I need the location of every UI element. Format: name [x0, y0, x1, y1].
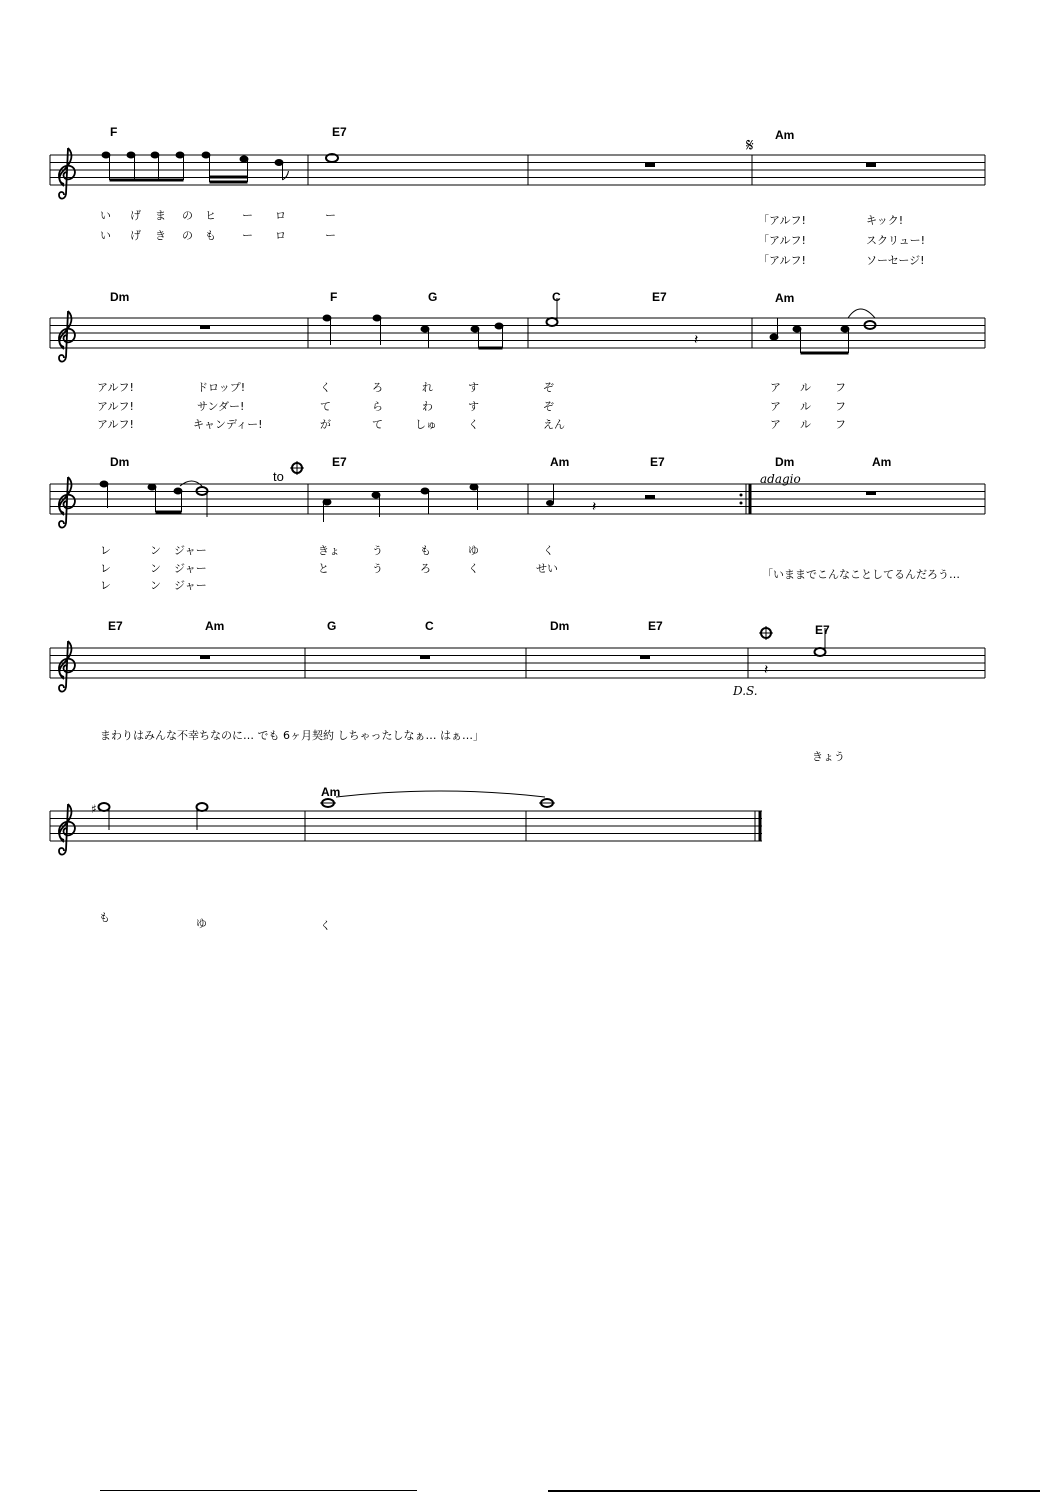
quarter-rest-icon: 𝄽	[764, 662, 769, 678]
lyric-syllable: アルフ!	[97, 418, 134, 431]
staff-lines	[50, 648, 985, 678]
notes-m2	[323, 315, 503, 348]
side-lyric: ソーセージ!	[866, 254, 925, 267]
lyric-syllable: レ	[100, 562, 111, 575]
lyric-syllable: ル	[800, 400, 811, 413]
half-note	[547, 318, 558, 326]
tempo-mark: adagio	[760, 472, 801, 486]
lyric-syllable: ドロップ!	[197, 381, 246, 394]
quarter-rest-icon: 𝄽	[592, 499, 597, 515]
to-coda-label: to	[273, 469, 284, 484]
lyrics-system-1	[100, 209, 925, 267]
lyric-syllable: ヒ	[205, 209, 216, 222]
whole-rest	[866, 163, 876, 167]
lyric-syllable: アルフ!	[97, 381, 134, 394]
chord-label: E7	[108, 619, 123, 633]
lyric-syllable: ゆ	[196, 917, 207, 930]
chord-label: F	[110, 125, 118, 139]
chord-label: Dm	[110, 455, 130, 469]
chord-label: Am	[872, 455, 892, 469]
lyric-syllable: ジャー	[174, 579, 207, 592]
chord-label: E7	[652, 290, 667, 304]
lyric-syllable: す	[468, 400, 479, 413]
lyric-syllable: ま	[155, 209, 166, 222]
lyric-syllable: フ	[835, 418, 846, 431]
lyric-syllable: レ	[100, 544, 111, 557]
lyric-syllable: ア	[770, 400, 781, 413]
notes-s3m2	[323, 484, 478, 522]
lyric-syllable: アルフ!	[97, 400, 134, 413]
side-lyric: 「アルフ!	[758, 254, 806, 267]
lyric-syllable: て	[320, 400, 331, 413]
lyric-syllable: ロ	[275, 209, 286, 222]
segno-icon: 𝄋	[746, 135, 754, 156]
lyric-syllable: ろ	[420, 562, 431, 575]
system-5	[50, 785, 762, 932]
lyric-syllable: ゆ	[468, 544, 479, 557]
lyric-syllable: れ	[422, 381, 433, 394]
chord-label: E7	[815, 623, 830, 637]
chord-label: Dm	[775, 455, 795, 469]
lyric-syllable: と	[318, 562, 329, 575]
system-2	[50, 290, 985, 431]
treble-clef-icon	[59, 148, 75, 199]
lyric-syllable: ロ	[275, 229, 286, 242]
lyric-syllable: ア	[770, 418, 781, 431]
lyric-syllable: キャンディー!	[193, 418, 263, 431]
treble-clef-icon	[59, 804, 75, 855]
coda-icon	[759, 626, 773, 640]
chord-label: Am	[775, 128, 795, 142]
staff-lines	[50, 811, 762, 841]
chord-label: Am	[775, 291, 795, 305]
chord-label: Am	[321, 785, 341, 799]
lyric-syllable: フ	[835, 381, 846, 394]
lyric-syllable: ル	[800, 418, 811, 431]
system-3	[50, 455, 985, 592]
lyric-syllable: う	[372, 544, 383, 557]
lyric-syllable: きょう	[812, 750, 845, 763]
quarter-rest-icon: 𝄽	[694, 332, 699, 348]
system-1	[50, 125, 985, 267]
lyric-syllable: ぞ	[543, 400, 554, 413]
lyric-syllable: が	[320, 418, 331, 431]
notes-s3m1	[100, 481, 182, 512]
treble-clef-icon	[59, 477, 75, 528]
chord-label: Dm	[550, 619, 570, 633]
lyrics-system-2	[97, 381, 846, 431]
lyric-syllable: げ	[130, 209, 141, 222]
lyric-syllable: い	[100, 229, 111, 242]
lyric-syllable: ン	[150, 562, 161, 575]
chord-label: G	[428, 290, 438, 304]
lyric-syllable: ー	[242, 229, 253, 242]
lyric-syllable: の	[182, 229, 193, 242]
chord-label: E7	[650, 455, 665, 469]
lyric-syllable: レ	[100, 579, 111, 592]
lyric-syllable: ン	[150, 544, 161, 557]
side-lyric: スクリュー!	[866, 234, 926, 247]
lyric-syllable: て	[372, 418, 383, 431]
lyric-syllable: く	[320, 919, 331, 932]
chord-label: F	[330, 290, 338, 304]
lyric-syllable: ー	[325, 209, 336, 222]
treble-clef-icon	[59, 641, 75, 692]
lyric-syllable: い	[100, 209, 111, 222]
lyrics-system-3	[100, 544, 960, 592]
chord-label: E7	[648, 619, 663, 633]
side-dialog: 「いままでこんなことしてるんだろう…	[762, 568, 960, 581]
sharp-icon: ♯	[91, 802, 97, 816]
side-lyric: 「アルフ!	[758, 234, 806, 247]
chord-label: Dm	[110, 290, 130, 304]
treble-clef-icon	[59, 311, 75, 362]
chord-label: C	[552, 290, 561, 304]
lyric-syllable: ル	[800, 381, 811, 394]
staff-lines	[50, 155, 985, 185]
lyric-syllable: ー	[325, 229, 336, 242]
chord-label: E7	[332, 125, 347, 139]
footer-rule-right	[548, 1490, 1040, 1492]
lyric-syllable: きょ	[318, 544, 340, 557]
dialog-text: まわりはみんな不幸ちなのに… でも 6ヶ月契約 しちゃったしなぁ… はぁ…」	[100, 729, 484, 742]
chord-label: C	[425, 619, 434, 633]
system-4	[50, 619, 985, 763]
lyric-syllable: う	[372, 562, 383, 575]
lyric-syllable: く	[320, 381, 331, 394]
coda-icon	[290, 461, 304, 475]
lyric-syllable: ー	[242, 209, 253, 222]
whole-rest	[645, 163, 655, 167]
lyric-syllable: フ	[835, 400, 846, 413]
lyric-syllable: ア	[770, 381, 781, 394]
staff-lines	[50, 484, 985, 514]
lyric-syllable: も	[420, 544, 431, 557]
lyric-syllable: ぞ	[543, 381, 554, 394]
lyric-syllable: ジャー	[174, 544, 207, 557]
lyric-syllable: サンダー!	[197, 400, 245, 413]
chord-label: G	[327, 619, 337, 633]
lyric-syllable: せい	[536, 562, 558, 575]
lyric-syllable: の	[182, 209, 193, 222]
chord-label: Am	[205, 619, 225, 633]
side-lyric: 「アルフ!	[758, 214, 806, 227]
lyric-syllable: き	[155, 229, 166, 242]
lyric-syllable: も	[99, 911, 110, 924]
lyric-syllable: げ	[130, 229, 141, 242]
lyric-syllable: ろ	[372, 381, 383, 394]
lyric-syllable: く	[468, 562, 479, 575]
half-rest	[645, 495, 655, 499]
footer-rule-left	[100, 1490, 417, 1491]
lyric-syllable: えん	[543, 418, 565, 431]
chord-label: E7	[332, 455, 347, 469]
lyric-syllable: す	[468, 381, 479, 394]
lyric-syllable: ら	[372, 400, 383, 413]
side-lyric: キック!	[866, 214, 904, 227]
lyric-syllable: く	[468, 418, 479, 431]
ds-mark: D.S.	[733, 684, 758, 698]
chord-label: Am	[550, 455, 570, 469]
staff-lines	[50, 318, 985, 348]
lyric-syllable: わ	[422, 400, 433, 413]
lyric-syllable: しゅ	[415, 418, 437, 431]
whole-rest	[866, 491, 876, 495]
lyric-syllable: ジャー	[174, 562, 207, 575]
lyric-syllable: も	[205, 229, 216, 242]
lyric-syllable: ン	[150, 579, 161, 592]
lyric-syllable: く	[543, 544, 554, 557]
whole-rest	[200, 325, 210, 329]
